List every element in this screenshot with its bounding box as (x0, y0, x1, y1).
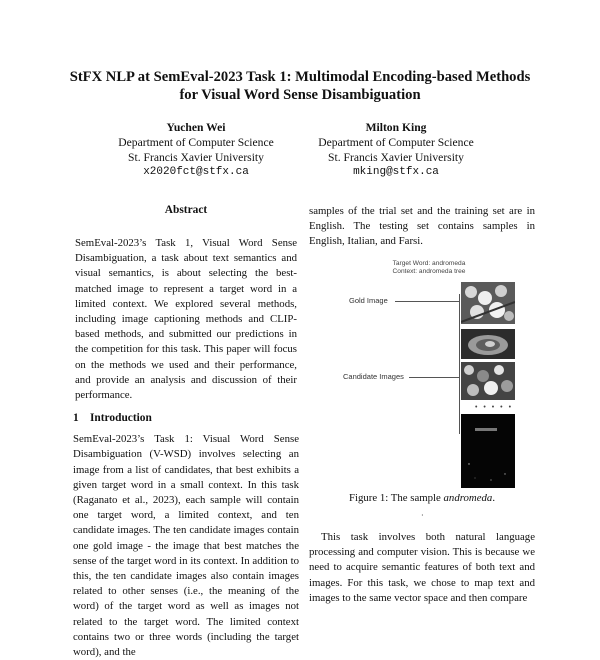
author-name: Yuchen Wei (166, 121, 226, 134)
figure-target-word: Target Word: andromeda (392, 260, 466, 267)
author-name: Milton King (365, 121, 427, 134)
figure-1 (309, 258, 535, 508)
section-title: Introduction (90, 412, 152, 425)
paper-title (40, 68, 560, 104)
author-block-1 (96, 120, 296, 180)
abstract-heading: Abstract (164, 204, 208, 216)
right-column-top (309, 204, 535, 250)
author-department: Department of Computer Science (318, 136, 474, 149)
left-column (73, 204, 299, 660)
figure-context: Context: andromeda tree (392, 268, 466, 275)
author-email[interactable]: x2020fct@stfx.ca (143, 166, 249, 178)
author-department: Department of Computer Science (118, 136, 274, 149)
gold-image-label: Gold Image (349, 296, 388, 305)
author-university: St. Francis Xavier University (328, 151, 464, 164)
gold-arrow-line (395, 301, 459, 302)
author-block-2 (296, 120, 496, 180)
figure-caption (309, 492, 535, 504)
title-line-2: for Visual Word Sense Disambiguation (179, 87, 421, 103)
caption-word: andromeda (443, 492, 493, 504)
caption-suffix: . (492, 492, 496, 504)
separator-dot: · (421, 511, 424, 520)
author-university: St. Francis Xavier University (128, 151, 264, 164)
section-heading-introduction (73, 412, 299, 424)
candidate-image-spiral-shell (461, 329, 515, 359)
title-line-1: StFX NLP at SemEval-2023 Task 1: Multimodal Encoding-based Methods (69, 69, 531, 85)
right-column-lower (309, 530, 535, 606)
candidate-image-foliage (461, 362, 515, 400)
candidate-bracket (459, 294, 460, 434)
caption-prefix: Figure 1: The sample (348, 492, 444, 504)
abstract-text: SemEval-2023’s Task 1, Visual Word Sense Disambiguation, a task about text semantics and visual semantics, is about selecting the best-matched image to represent a target word in a limited context. We explored several methods, including image captioning methods and CLIP-based methods, and submitted our predictions in the competition for this task. This paper will focus on the methods we used and their performance, and provide an analysis and discussion of their performance. (75, 237, 297, 402)
gold-image-andromeda-plant (461, 282, 515, 324)
candidate-image-galaxy (461, 414, 515, 488)
figure-title (369, 260, 489, 276)
introduction-text: SemEval-2023’s Task 1: Visual Word Sense Disambiguation (V-WSD) involves selecting an image from a list of candidates, that best exhibits a given target word in a small context. In this task (Raganato et al., 2023), each sample will contain one target word, a limited context, and ten candidate images. The ten candidate images contain one gold image - the image that best matches the sense of the target word in its context. In addition to this, the ten candidate images also contain images related to other senses (i.e., the meaning of the word) of the target word as well as images not related to the target word. The limited context contains two or three words (including the target word), and the (73, 433, 299, 659)
section-number: 1 (73, 412, 79, 425)
candidate-images-label: Candidate Images (343, 372, 404, 381)
right-lower-text: This task involves both natural language processing and computer vision. This is because we need to acquire semantic features of both text and images. For this task, we chose to map text and images to the same vector space and then compare (309, 531, 535, 604)
candidate-arrow-line (409, 377, 459, 378)
more-candidates-ellipsis: • • • • • (475, 404, 514, 411)
author-email[interactable]: mking@stfx.ca (353, 166, 439, 178)
right-top-text: samples of the trial set and the training set are in English. The testing set contains samples in English, Italian, and Farsi. (309, 205, 535, 248)
